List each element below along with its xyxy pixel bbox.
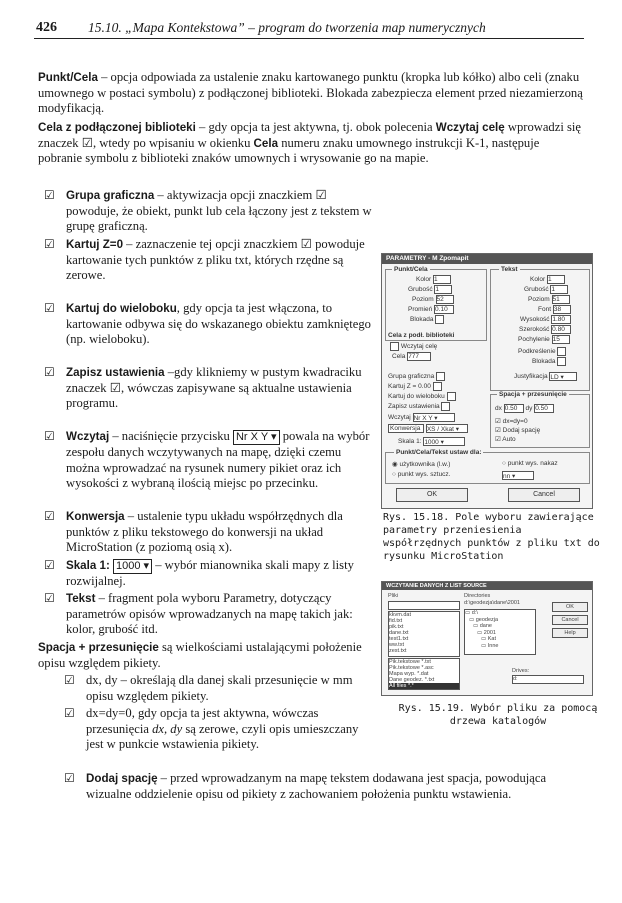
term-spacja: Spacja + przesunięcie [38,641,159,654]
list-item-selected[interactable]: All files *.* [389,683,459,689]
dodaj-checkbox[interactable]: ☑ [495,427,501,434]
field-label: dx=dy=0 [502,418,528,425]
field-label: Kartuj do wieloboku [388,393,445,401]
item-text: –gdy klikniemy w pustym kwadraciku znaczek ☑, wówczas zapisywane są aktualne ustawienia programu. [66,365,362,411]
promien-field [408,305,454,314]
item-term: Dodaj spację [86,772,158,785]
ustaw-group [385,449,590,484]
blokada-field [410,315,444,324]
folder-icon: ▭ [481,642,487,649]
list-item[interactable]: pik.txt [389,624,404,630]
pochylenie-input[interactable] [552,335,570,344]
field-value: 52 [436,296,444,303]
kartuj-w-checkbox[interactable] [447,392,456,401]
checkbox-icon: ☑ [44,301,55,315]
field-label: Cela [392,353,406,361]
t-blokada-checkbox[interactable] [557,357,566,366]
cancel-button[interactable]: Cancel [552,615,588,625]
checkbox-icon: ☑ [64,706,75,720]
term-wczytaj-cele: Wczytaj celę [435,121,505,134]
t-poziom-input[interactable] [552,295,570,304]
field-label: Poziom [412,296,434,304]
konwersja-field [388,424,468,433]
field-value: 1 [548,276,552,283]
field-label: Podkreślenie [518,348,556,356]
file-list[interactable] [388,611,460,657]
checkbox-icon: ☑ [44,591,55,605]
term-punkt-cela: Punkt/Cela [38,71,98,84]
field-label: Dodaj spację [502,427,541,434]
field-label: Font [538,306,552,314]
paragraph-cela [38,120,586,167]
folder-icon: ▭ [481,636,487,642]
directory-tree[interactable] [464,609,536,655]
field-label: Grubość [408,286,433,294]
kartuj-w-field [388,392,456,401]
field-label: Blokada [532,358,556,366]
konwersja-select[interactable]: XS / Xkat ▾ [426,424,468,433]
radio-3[interactable] [392,471,451,478]
current-path: d:\geodezja\dane\2001 [464,600,520,606]
sub-item-italic: dx, dy [152,721,183,736]
page-number: 426 [36,20,57,35]
list-item[interactable]: Mapa wyp. *.dat [389,671,429,677]
paragraph-spacja [38,640,373,671]
wysokosc-field [520,315,571,324]
list-item[interactable]: zest.txt [389,648,407,654]
field-value: nn [503,473,511,480]
item-text: – wybór mianownika skali mapy z listy rozwijalnej. [66,558,354,588]
group-label: Punkt/Cela/Tekst ustaw dla: [396,449,482,456]
field-label: Pochylenie [518,336,550,344]
list-item[interactable]: fid.txt [389,618,403,624]
konwersja-button[interactable] [388,424,424,433]
text-cela-2: wprowadzi się znaczek ☑, wtedy po wpisaniu w okienku [38,120,581,150]
szerokosc-input[interactable] [551,325,571,334]
figure-caption-15-19: Rys. 15.19. Wybór pliku za pomocą drzewa katalogów [398,703,598,727]
list-item[interactable] [465,643,535,650]
field-label: Zapisz ustawienia [388,403,440,411]
grubosc-field [408,285,452,294]
justyfikacja-field [514,372,577,381]
group-label: Punkt/Cela [394,266,428,273]
folder-icon: ▭ [473,623,479,629]
item-term: Grupa graficzna [66,189,155,202]
drive-value: d: [513,676,518,682]
dodaj-field [495,426,540,434]
group-label: Spacja + przesunięcie [499,391,567,398]
field-label: Skala 1: [398,438,422,446]
pochylenie-field [518,335,570,344]
zapisz-field [388,402,450,411]
kolor-input[interactable] [433,275,451,284]
figure-caption-15-18: Rys. 15.18. Pole wyboru zawierające parametry przeniesienia współrzędnych punktów z pliku txt do rysunku MicroStation [383,512,600,562]
dir-name: dane [479,623,492,629]
item-text: – naciśnięcie przycisku [109,429,233,443]
item-term: Kartuj Z=0 [66,238,124,251]
cela-bib-label: Cela z podł. biblioteki [388,332,455,339]
field-value: 0.80 [552,326,565,333]
dir-name: geodezja [475,616,499,623]
field-label: Wczytaj celę [400,343,438,351]
poziom-input[interactable] [436,295,454,304]
field-label: Kartuj Z = 0.00 [388,383,431,391]
podkreslenie-field [518,347,566,356]
dy-input[interactable] [534,404,554,413]
wczytaj-cele-field [390,342,437,351]
field-label: Kolor [530,276,546,284]
running-head: 15.10. „Mapa Kontekstowa” – program do tworzenia map numerycznych [88,20,486,35]
kartuj-z-field [388,382,442,391]
folder-icon: ▭ [465,610,471,616]
item-term: Zapisz ustawienia [66,366,165,379]
ok-button[interactable]: OK [396,488,468,502]
skala-field [398,437,465,446]
ustaw-select-field [502,471,534,480]
checkbox-icon: ☑ [64,673,75,687]
grubosc-input[interactable] [434,285,452,294]
field-value: 1 [435,286,440,293]
item-text: , gdy opcja ta jest włączona, to kartowanie odbywa się do wskazanego obiektu zamkniętego (np. wieloboku). [66,301,371,347]
kartuj-z-checkbox[interactable] [433,382,442,391]
auto-checkbox[interactable]: ☑ [495,436,501,443]
wczytaj-field [388,413,455,422]
dir-name: 2001 [483,629,496,636]
help-button[interactable]: Help [552,628,588,638]
grupa-checkbox[interactable] [436,372,445,381]
field-value: 1.80 [552,316,566,323]
grupa-field [388,372,445,381]
sub-item-text: dx, dy – określają dla danej skali przesunięcie w mm opisu względem pikiety. [86,673,353,703]
scale-select[interactable]: 1000 ▾ [113,559,152,574]
list-item[interactable]: kkvm.dat [389,612,412,618]
kolor-field [416,275,451,284]
paragraph-punkt-cela [38,70,586,117]
directories-label: Directories [464,593,491,599]
podkreslenie-checkbox[interactable] [557,347,566,356]
field-value: 0.50 [535,405,548,412]
item-term: Konwersja [66,510,125,523]
term-cela: Cela z podłączonej biblioteki [38,121,196,134]
promien-input[interactable] [434,305,454,314]
field-label: Blokada [410,316,434,324]
t-poziom-field [528,295,570,304]
t-font-input[interactable] [553,305,571,314]
drives-label: Drives: [512,668,530,674]
list-item[interactable]: ww.txt [389,642,404,648]
item-text: – fragment pola wyboru Parametry, dotyczący parametrów opisów wprowadzanych na mapę takich jak: kolor, grubość itd. [66,591,353,637]
text-spacja: są wielkościami ustalającymi położenie opisu względem pikiety. [38,640,362,670]
ustaw-select[interactable]: nn ▾ [502,471,534,480]
item-term: Kartuj do wieloboku [66,302,177,315]
sub-item-text: dx=dy=0, gdy opcja ta jest aktywna, wówczas przesunięcia [86,706,319,736]
item-term: Tekst [66,592,96,605]
field-value: 0.10 [435,306,448,313]
cela-input[interactable] [407,352,431,361]
t-blokada-field [532,357,566,366]
field-value: XS / Xkat [426,426,454,433]
justyfikacja-select[interactable]: LD ▾ [549,372,577,381]
field-label: punkt wys. nakaz [507,460,558,467]
folder-open-icon: ▭ [477,629,483,636]
zapisz-checkbox[interactable] [441,402,450,411]
dxdy0-field [495,417,528,425]
cancel-button[interactable]: Cancel [508,488,580,502]
item-text: – zaznaczenie tej opcji znaczkiem ☑ powoduje kartowanie tych punktów z pliku txt, których rzędne są zerowe. [66,237,365,283]
field-label: Wysokość [520,316,550,324]
cela-field [392,352,431,361]
field-label: dy [525,405,533,413]
checkbox-icon: ☑ [44,365,55,379]
t-grubosc-input[interactable] [550,285,568,294]
radio-selected-icon: ◉ [392,461,398,468]
file-type-list[interactable] [388,658,460,690]
wczytaj-cele-checkbox[interactable] [390,342,399,351]
sub-item-text: są zerowe, czyli opis umieszczany jest w punkcie wstawienia pikiety. [86,721,359,752]
field-label: Szerokość [519,326,550,334]
field-value: LD [550,374,559,381]
checkbox-icon: ☑ [44,429,55,443]
item-text: – ustalenie typu układu współrzędnych dla punktów z pliku tekstowego do konwersji na układ MicroStation (z poziomą osią x). [66,509,343,555]
field-label: użytkownika (l.w.) [399,461,451,468]
auto-field [495,435,516,443]
nr-x-y-button[interactable]: Nr X Y ▾ [233,430,280,445]
field-value: 1000 [424,439,439,446]
field-value: 777 [408,353,420,360]
field-label: Promień [408,306,433,314]
list-item[interactable]: dane.txt [389,630,409,636]
field-value: 38 [553,306,562,313]
field-value: 0.50 [504,405,518,412]
dialog-title: WCZYTANIE DANYCH Z LIST SOURCE [382,582,592,590]
field-label: Wczytaj [388,414,411,422]
field-value: Nr X Y [413,415,433,422]
list-item[interactable]: test1.txt [389,636,409,642]
dialog-title: PARAMETRY - M Zpomapit [382,254,592,264]
item-text: – przed wprowadzanym na mapę tekstem dodawana jest spacja, powodująca wizualne oddzielenie opisu od pikiety z zachowaniem położenia punktu wstawienia. [86,771,547,801]
t-grubosc-field [524,285,568,294]
field-label: Grubość [524,286,549,294]
file-dialog [381,581,593,696]
dir-name: Inne [487,642,499,649]
ok-button[interactable]: OK [552,602,588,612]
t-font-field [538,305,571,314]
wczytaj-select[interactable]: Nr X Y ▾ [413,413,455,422]
term-cela-2: Cela [253,136,279,150]
t-kolor-field [530,275,565,284]
checkbox-icon: ☑ [44,237,55,251]
text-cela-1: – gdy opcja ta jest aktywna, tj. obok polecenia [195,120,436,134]
szerokosc-field [519,325,571,334]
text-punkt-cela: – opcja odpowiada za ustalenie znaku kartowanego punktu (kropka lub kółko) albo celi (znaku umownego w postaci symbolu) z podłączonej biblioteki. Blokada zabezpiecza element przed niezamierzoną modyfikacją. [38,70,583,116]
dir-name: Kat [487,636,496,642]
item-text: powala na wybór zespołu danych wczytywanych na mapę, dzięki czemu można wprowadzać na rysunek numery pikiet oraz ich wysokości z wybraną ilością miejsc po przecinku. [66,429,370,491]
field-value: 1 [551,286,556,293]
checkbox-icon: ☑ [44,509,55,523]
radio-icon: ○ [502,460,506,467]
radio-2[interactable] [502,460,558,467]
field-label: Poziom [528,296,550,304]
field-label: dx [495,405,502,413]
field-label: Grupa graficzna [388,373,435,381]
text-cela-3: numeru znaku umownego instrukcji K-1, następuje pobranie symbolu z biblioteki znaków umownych i wrysowanie go na mapie. [38,135,540,166]
field-value: 51 [552,296,560,303]
field-label: Justyfikacja [514,373,548,381]
item-term: Wczytaj [66,430,110,443]
t-kolor-input[interactable] [547,275,565,284]
list-item[interactable]: Dane geodez. *.txt [389,677,435,683]
files-label: Pliki [388,593,399,599]
item-term: Skala 1: [66,559,110,572]
group-label: Tekst [501,266,518,273]
list-item[interactable]: Pik.tekstowe *.asc [389,665,434,671]
radio-1[interactable] [392,460,450,468]
folder-icon: ▭ [469,616,475,623]
wysokosc-input[interactable] [551,315,571,324]
list-item[interactable]: Pik.tekstowe *.txt [389,659,431,665]
poziom-field [412,295,454,304]
dx-input[interactable] [504,404,524,413]
checkbox-icon: ☑ [44,188,55,202]
dxdy0-checkbox[interactable]: ☑ [495,418,501,425]
blokada-checkbox[interactable] [435,315,444,324]
filename-input[interactable] [388,601,460,610]
checkbox-icon: ☑ [44,558,55,572]
item-text: – aktywizacja opcji znaczkiem ☑ powoduje, że obiekt, punkt lub cela łączony jest z tekstem w grupę graficzną. [66,188,372,234]
parameters-dialog [381,253,593,509]
field-value: 1 [434,276,438,283]
field-label: Kolor [416,276,432,284]
field-value: 15 [552,336,560,343]
skala-select[interactable]: 1000 ▾ [423,437,465,446]
dir-name: d:\ [471,610,478,616]
dx-dy-field [495,404,554,413]
field-label: Auto [502,436,516,443]
field-value: Konwersja [390,425,421,432]
drive-select[interactable] [512,675,584,684]
header-rule [34,38,584,39]
checkbox-icon: ☑ [64,771,75,785]
field-label: punkt wys. sztucz. [397,471,451,478]
radio-icon: ○ [392,471,396,478]
